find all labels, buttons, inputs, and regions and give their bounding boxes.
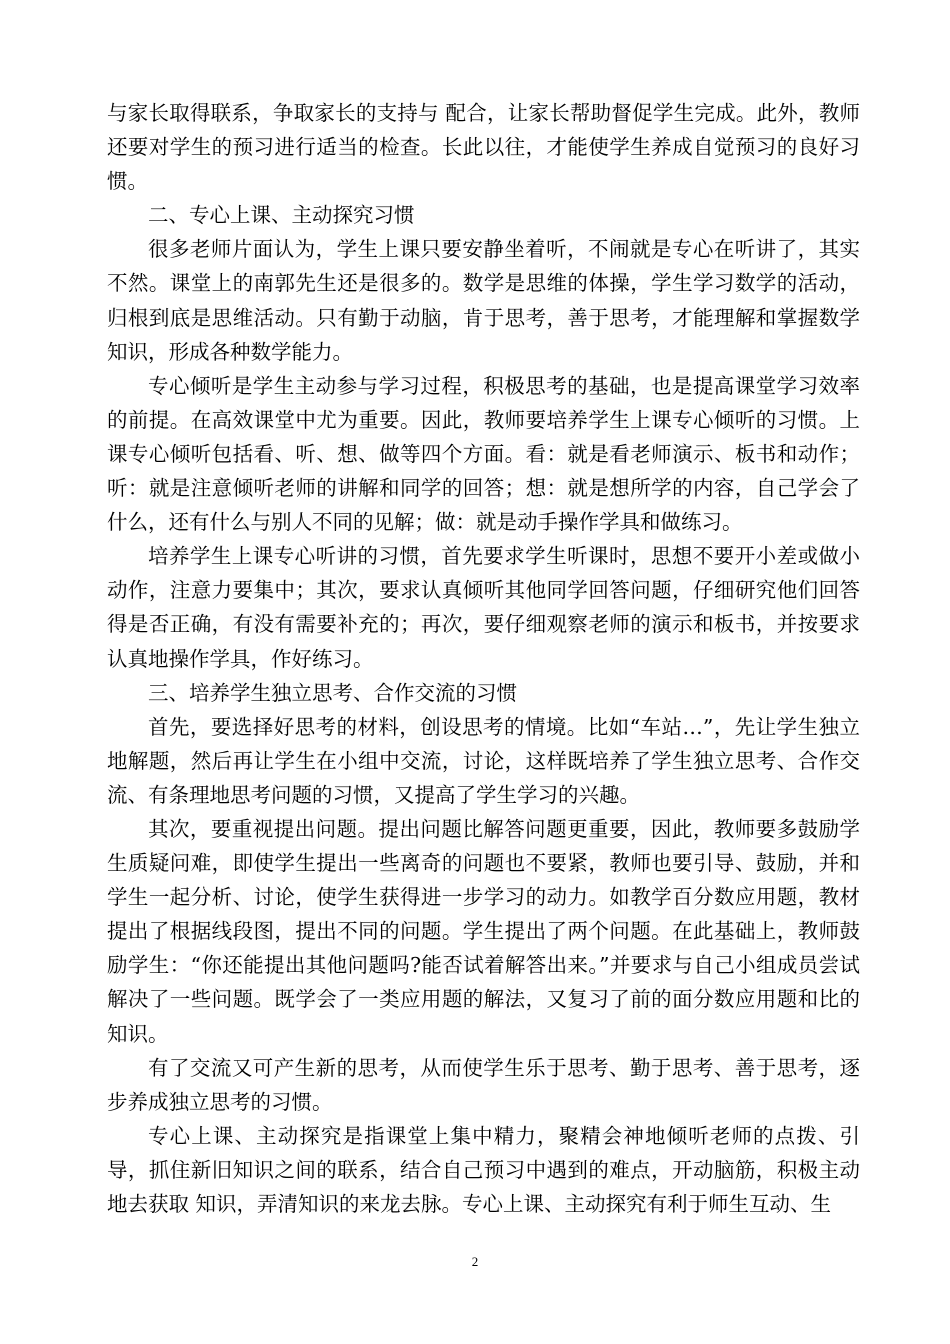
paragraph: 专心倾听是学生主动参与学习过程，积极思考的基础，也是提高课堂学习效率的前提。在高效课堂中尤为重要。因此，教师要培养学生上课专心倾听的习惯。上课专心倾听包括看、听、想、做等四个方面。看：就是看老师演示、板书和动作；听：就是注意倾听老师的讲解和同学的回答；想：就是想所学的内容，自己学会了什么，还有什么与别人不同的见解；做：就是动手操作学具和做练习。 (107, 373, 860, 535)
section-heading-2: 二、专心上课、主动探究习惯 (148, 203, 415, 228)
paragraph: 很多老师片面认为，学生上课只要安静坐着听，不闹就是专心在听讲了，其实不然。课堂上的南郭先生还是很多的。数学是思维的体操，学生学习数学的活动，归根到底是思维活动。只有勤于动脑，肯于思考，善于思考，才能理解和掌握数学知识，形成各种数学能力。 (107, 237, 860, 364)
page-number: 2 (471, 1254, 479, 1269)
paragraph: 有了交流又可产生新的思考，从而使学生乐于思考、勤于思考、善于思考，逐步养成独立思考的习惯。 (107, 1055, 860, 1114)
paragraph: 首先，要选择好思考的材料，创设思考的情境。比如“车站…”，先让学生独立地解题，然后再让学生在小组中交流，讨论，这样既培养了学生独立思考、合作交流、有条理地思考问题的习惯，又提高了学生学习的兴趣。 (107, 714, 860, 807)
paragraph: 其次，要重视提出问题。提出问题比解答问题更重要，因此，教师要多鼓励学生质疑问难，即使学生提出一些离奇的问题也不要紧，教师也要引导、鼓励，并和学生一起分析、讨论，使学生获得进一步学习的动力。如教学百分数应用题，教材提出了根据线段图，提出不同的问题。学生提出了两个问题。在此基础上，教师鼓励学生：“你还能提出其他问题吗?能否试着解答出来。”并要求与自己小组成员尝试解决了一些问题。既学会了一类应用题的解法，又复习了前的面分数应用题和比的知识。 (107, 816, 860, 1046)
paragraph: 专心上课、主动探究是指课堂上集中精力，聚精会神地倾听老师的点拨、引导，抓住新旧知识之间的联系，结合自己预习中遇到的难点，开动脑筋，积极主动地去获取 知识，弄清知识的来龙去脉。专心上课、主动探究有利于师生互动、生 (107, 1123, 860, 1216)
section-heading-3: 三、培养学生独立思考、合作交流的习惯 (148, 680, 517, 705)
document-body (107, 96, 860, 1221)
paragraph: 培养学生上课专心听讲的习惯，首先要求学生听课时，思想不要开小差或做小动作，注意力要集中；其次，要求认真倾听其他同学回答问题，仔细研究他们回答得是否正确，有没有需要补充的；再次，要仔细观察老师的演示和板书，并按要求认真地操作学具，作好练习。 (107, 544, 860, 671)
paragraph-continuation: 与家长取得联系，争取家长的支持与 配合，让家长帮助督促学生完成。此外，教师还要对学生的预习进行适当的检查。长此以往，才能使学生养成自觉预习的良好习惯。 (107, 101, 860, 194)
